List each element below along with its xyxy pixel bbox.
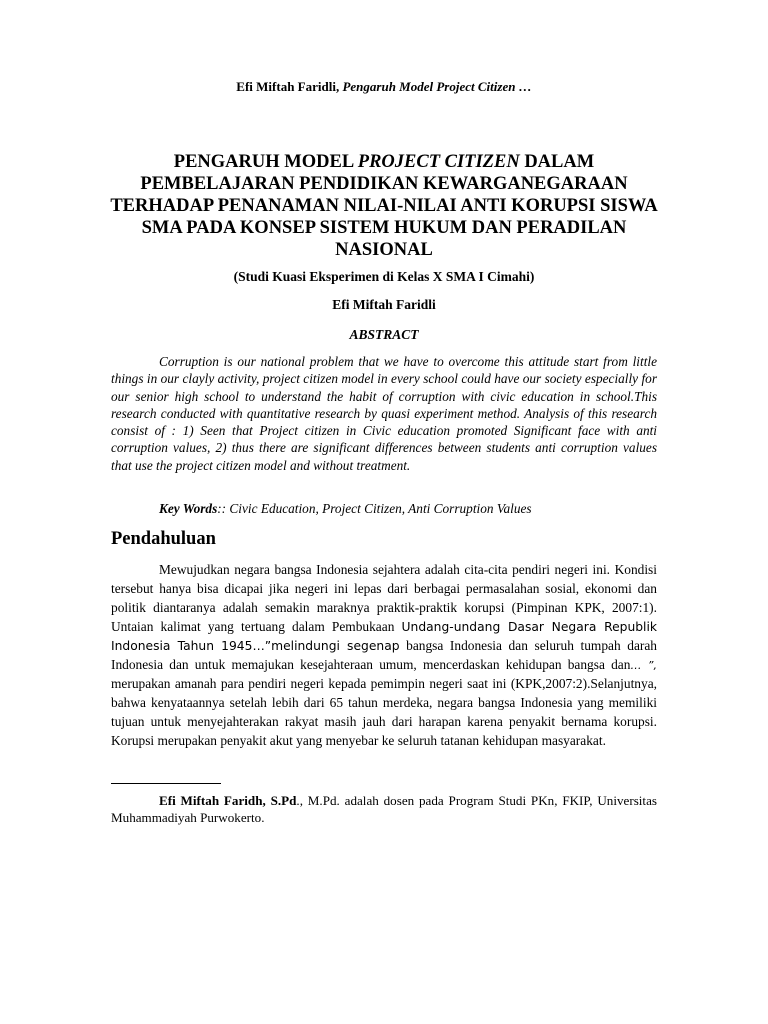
intro-text-part1: Mewujudkan negara bangsa Indonesia sejahtera adalah cita-cita pendiri negeri ini. Kondisi tersebut hanya bisa dicapai jika negeri ini lepas dari berbagai permasalahan sosial, ekonomi dan politik diantaranya adalah semakin maraknya praktik-praktik korupsi (Pimpinan KPK, 2007:1). Untaian kalimat yang tertuang dalam Pembukaan — [111, 562, 657, 634]
section-heading: Pendahuluan — [111, 529, 216, 549]
paper-title-part3: DALAM PEMBELAJARAN PENDIDIKAN KEWARGANEGARAAN TERHADAP PENANAMAN NILAI-NILAI ANTI KORUPSI SISWA SMA PADA KONSEP SISTEM HUKUM DAN PERADILAN NASIONAL — [110, 152, 658, 260]
intro-text-part5: merupakan amanah para pendiri negeri kepada pemimpin negeri saat ini (KPK,2007:2).Selanjutnya, bahwa kenyataannya setelah lebih dari 65 tahun merdeka, negara bangsa Indonesia yang memiliki tujuan untuk menyejahterakan rakyat masih jauh dari harapan karena penyakit bernama korupsi. Korupsi merupakan penyakit akut yang menyebar ke seluruh tatanan kehidupan masyarakat. — [111, 676, 657, 749]
footnote-text: ., M.Pd. adalah dosen pada Program Studi PKn, FKIP, Universitas Muhammadiyah Purwokerto. — [111, 793, 657, 825]
footnote — [111, 792, 657, 826]
keywords-label: Key Words — [159, 501, 218, 516]
abstract-heading: ABSTRACT — [349, 327, 419, 342]
paper-title-italic: PROJECT CITIZEN — [357, 152, 520, 172]
paper-author: Efi Miftah Faridli — [332, 297, 436, 312]
abstract-body: Corruption is our national problem that we have to overcome this attitude start from little things in our clayly activity, project citizen model in every school could have our society especially for our senior high school to understand the habit of corruption with civic education in school.This research conducted with quantitative research by quasi experiment method. Analysis of this research consist of : 1) Seen that Project citizen in Civic education promoted Significant face with anti corruption values, 2) thus there are significant differences between students anti corruption values that use the project citizen model and without treatment. — [111, 354, 657, 473]
keywords-line — [159, 500, 679, 517]
intro-paragraph — [111, 561, 657, 751]
running-header-title: Pengaruh Model Project Citizen … — [342, 79, 532, 94]
keywords-text: :: Civic Education, Project Citizen, Anti Corruption Values — [217, 501, 532, 516]
running-header-author: Efi Miftah Faridli, — [236, 79, 340, 94]
paper-title — [100, 151, 668, 261]
footnote-rule — [111, 783, 221, 784]
paper-subtitle: (Studi Kuasi Eksperimen di Kelas X SMA I Cimahi) — [233, 269, 535, 284]
intro-text-quote: Undang-undang Dasar Negara Republik Indonesia Tahun 1945…”melindungi segenap — [111, 619, 657, 653]
intro-text-part3: bangsa Indonesia dan seluruh tumpah darah Indonesia dan untuk memajukan kesejahteraan umum, mencerdaskan kehidupan bangsa dan — [111, 637, 657, 672]
footnote-author: Efi Miftah Faridh, S.Pd — [159, 793, 297, 808]
paper-title-part1: PENGARUH MODEL — [173, 152, 354, 172]
running-header — [0, 79, 768, 95]
intro-text-ellipsis: … ”, — [630, 658, 657, 672]
